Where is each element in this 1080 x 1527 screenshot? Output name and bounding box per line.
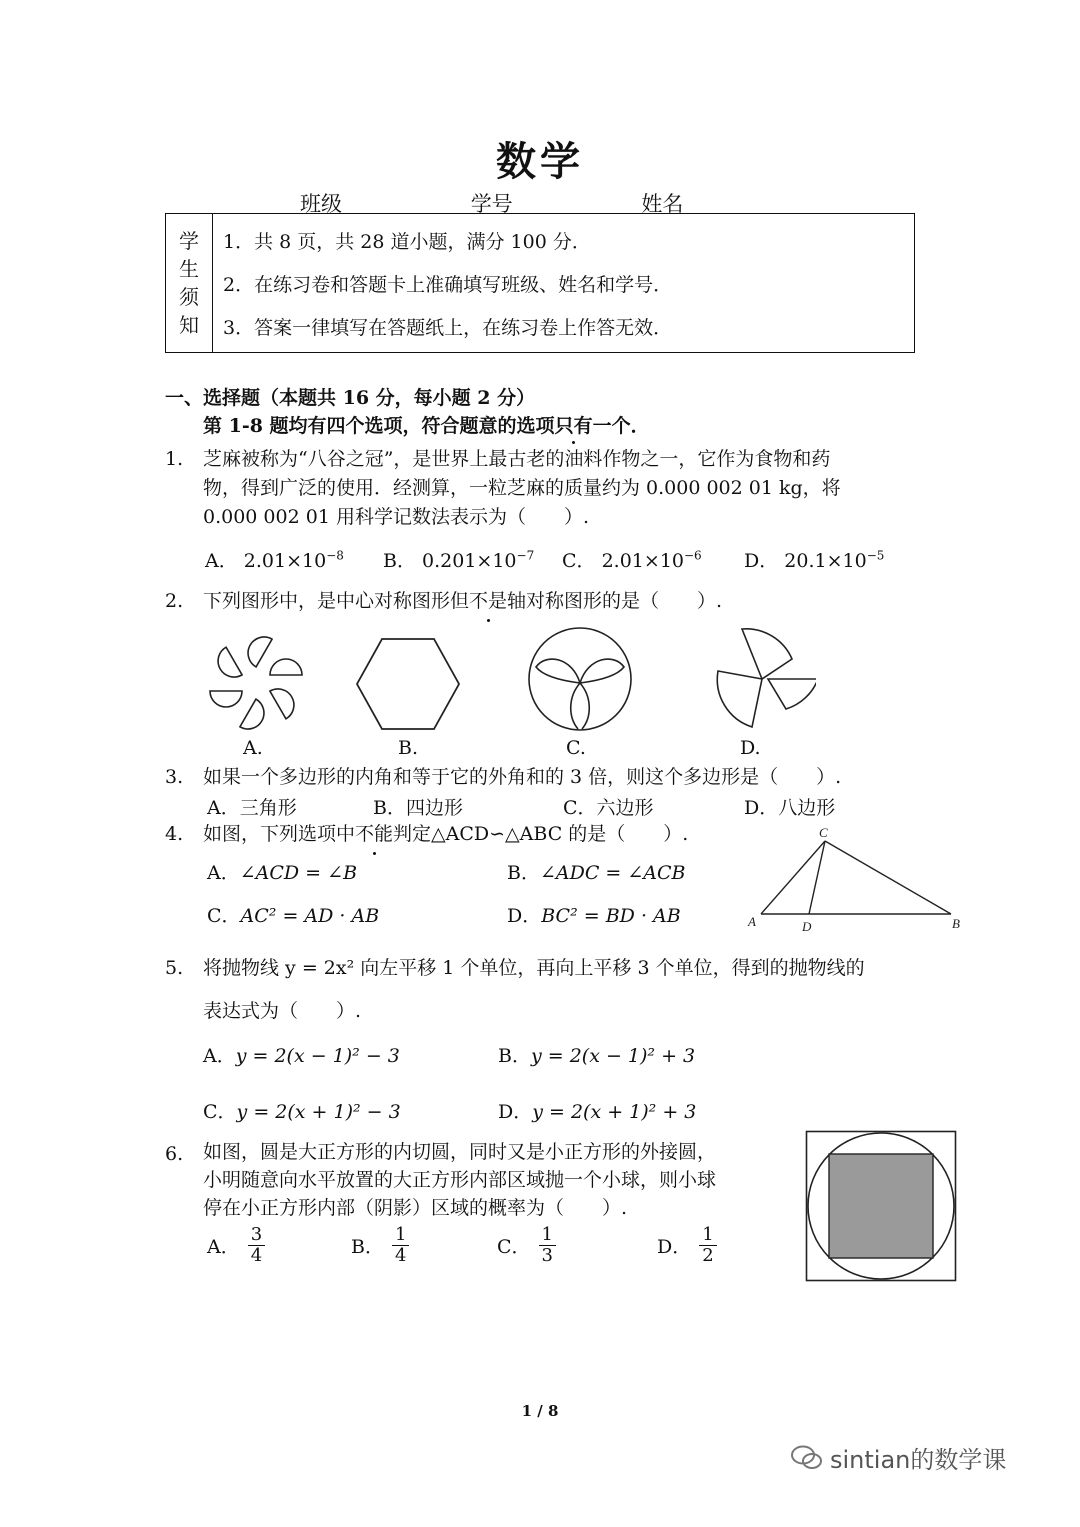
q6-option-d[interactable]: D． $\frac{1}{2}$ [657,1225,717,1266]
point-label-b: B [952,916,960,931]
emphasis-not: 不是 [469,587,507,616]
figure-a-pinwheel[interactable] [200,628,312,738]
q1-number: 1. [165,448,184,470]
q5-number: 5. [165,957,184,979]
watermark [790,1440,1006,1475]
q1-text-line: 芝麻被称为“八谷之冠”，是世界上最古老的油料作物之一，它作为食物和药 [203,448,831,470]
q4-text: 如图，下列选项中不能判定△ACD∽△ABC 的是（ ）. [203,820,688,849]
emphasis-only: 只有 [555,411,593,438]
q4-option-c[interactable]: C．AC² = AD · AB [207,905,380,927]
q3-option-b[interactable]: B．四边形 [373,797,463,819]
q2-label-c[interactable]: C. [566,737,586,759]
q6-square-circle-figure [805,1130,957,1282]
notice-label-char: 须 [179,285,199,309]
notice-label [166,214,213,352]
q6-text-line: 停在小正方形内部（阴影）区域的概率为（ ）. [203,1197,628,1219]
emphasis-cannot: 不能 [355,820,393,849]
q2-label-a[interactable]: A. [243,737,263,759]
q6-text-line: 小明随意向水平放置的大正方形内部区域抛一个小球，则小球 [203,1169,717,1191]
q5-text-line: 将抛物线 y = 2x² 向左平移 1 个单位，再向上平移 3 个单位，得到的抛物线的 [203,957,865,979]
chat-bubbles-icon [790,1444,824,1472]
q3-option-d[interactable]: D．八边形 [744,797,836,819]
watermark-text: sintian的数学课 [830,1446,1007,1474]
point-label-d: D [802,919,812,934]
class-blank[interactable] [342,193,450,214]
q6-number: 6. [165,1143,184,1165]
q1-option-c[interactable]: C． $2.01\times 10^{-6}$ [562,548,702,572]
q4-option-a[interactable]: A．∠ACD = ∠B [207,862,358,884]
figure-d-three-blades[interactable] [712,627,816,733]
notice-item: 2．在练习卷和答题卡上准确填写班级、姓名和学号． [223,274,673,296]
q2-label-d[interactable]: D. [740,737,761,759]
q3-option-a[interactable]: A．三角形 [207,797,297,819]
q3-number: 3. [165,766,184,788]
q2-label-b[interactable]: B. [398,737,419,759]
point-label-c: C [819,825,828,840]
figure-c-circle-petals[interactable] [526,625,634,733]
notice-item: 1．共 8 页，共 28 道小题，满分 100 分． [223,231,591,253]
q5-option-a[interactable]: A．y = 2(x − 1)² − 3 [203,1045,400,1067]
q5-text-line: 表达式为（ ）. [203,1000,362,1022]
q1-option-b[interactable]: B． $0.201\times 10^{-7}$ [383,548,535,572]
q1-text-line: 物，得到广泛的使用．经测算，一粒芝麻的质量约为 0.000 002 01 kg，将 [203,477,841,499]
q5-option-b[interactable]: B．y = 2(x − 1)² + 3 [498,1045,696,1067]
segment-ac [761,841,825,914]
notice-label-char: 知 [179,313,199,337]
q6-option-c[interactable]: C． $\frac{1}{3}$ [497,1225,556,1266]
q2-number: 2. [165,590,184,612]
q4-option-d[interactable]: D．BC² = BD · AB [507,905,681,927]
q4-option-b[interactable]: B．∠ADC = ∠ACB [507,862,686,884]
student-number-label: 学号 [470,192,513,216]
page-title: 数学 [496,138,584,185]
q3-text: 如果一个多边形的内角和等于它的外角和的 3 倍，则这个多边形是（ ）. [203,766,842,788]
name-label: 姓名 [641,192,684,216]
q1-option-a[interactable]: A． $2.01\times 10^{-8}$ [205,548,344,572]
figure-b-hexagon[interactable] [355,637,461,731]
class-label: 班级 [300,192,342,216]
notice-item: 3．答案一律填写在答题纸上，在练习卷上作答无效． [223,317,673,339]
section-heading: 一、选择题（本题共 16 分，每小题 2 分） [165,387,536,409]
q4-number: 4. [165,823,184,845]
q6-option-b[interactable]: B． $\frac{1}{4}$ [351,1225,409,1266]
q2-text: 下列图形中，是中心对称图形但不是轴对称图形的是（ ）. [203,587,722,616]
page-number: 1 / 8 [521,1402,559,1420]
shaded-small-square [829,1154,933,1258]
q1-text-line: 0.000 002 01 用科学记数法表示为（ ）. [203,506,589,528]
notice-label-char: 生 [179,257,199,281]
name-blank[interactable] [683,193,791,214]
q3-option-c[interactable]: C．六边形 [563,797,654,819]
notice-label-char: 学 [179,229,199,253]
segment-cb [825,841,951,914]
q5-option-c[interactable]: C．y = 2(x + 1)² − 3 [203,1101,401,1123]
notice-box [165,213,915,353]
segment-cd [809,841,825,914]
q6-option-a[interactable]: A． $\frac{3}{4}$ [207,1225,265,1266]
q6-text-line: 如图，圆是大正方形的内切圆，同时又是小正方形的外接圆， [203,1141,717,1163]
point-label-a: A [748,914,756,929]
q4-triangle-figure [745,825,970,935]
q5-option-d[interactable]: D．y = 2(x + 1)² + 3 [498,1101,697,1123]
student-number-blank[interactable] [513,193,621,214]
section-instruction: 第 1-8 题均有四个选项，符合题意的选项只有一个． [203,411,650,438]
q1-option-d[interactable]: D． $20.1\times 10^{-5}$ [744,548,885,572]
